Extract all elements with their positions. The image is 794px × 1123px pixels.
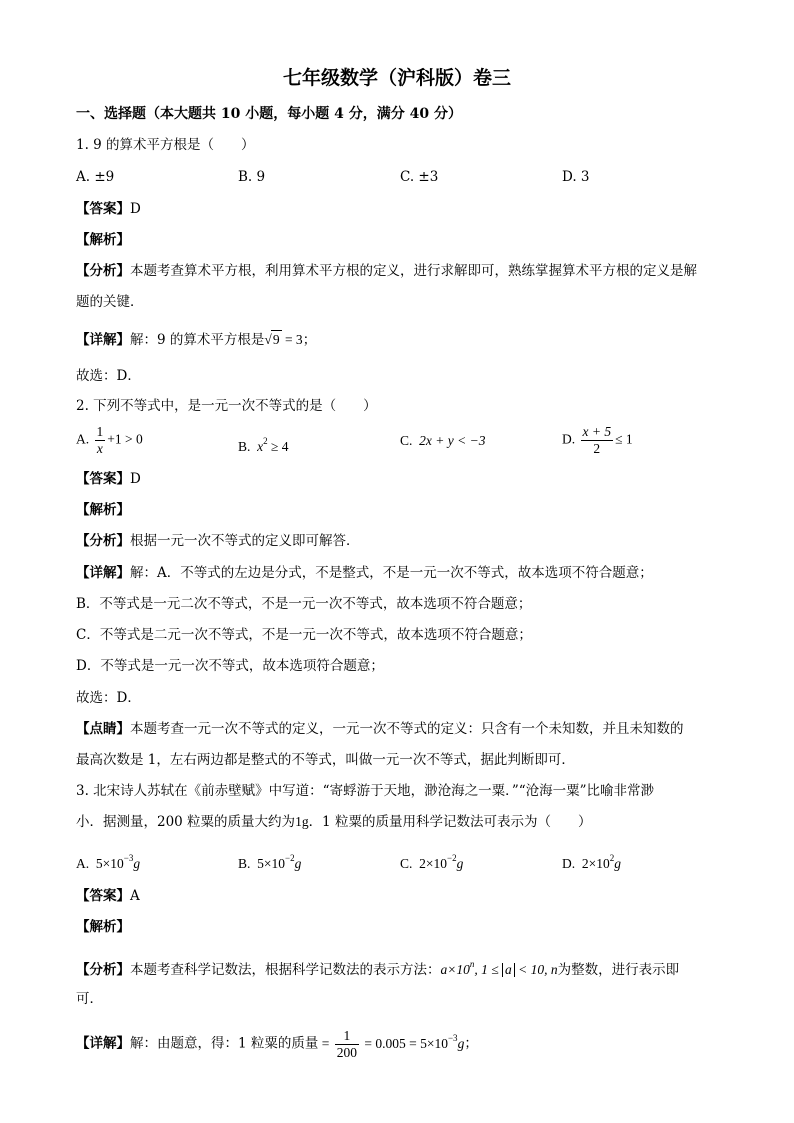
q2-option-c: C. 2x + y < −3 [400, 433, 486, 448]
q2-detail-b: B．不等式是一元二次不等式，不是一元一次不等式，故本选项不符合题意； [76, 596, 532, 612]
q1-detail: 【详解】解：9 的算术平方根是√9 = 3； [76, 332, 317, 348]
q3-fenxi-cont: 可． [76, 991, 103, 1007]
question-3-stem-cont: 小．据测量，200 粒粟的质量大约为1g．1 粒粟的质量用科学记数法可表示为（ ） [76, 814, 592, 830]
q2-choose: 故选：D． [76, 690, 141, 706]
fenxi-tag: 【分析】 [76, 263, 130, 279]
q1-choose: 故选：D． [76, 368, 141, 384]
q2-detail-a: 【详解】解：A．不等式的左边是分式，不是整式，不是一元一次不等式，故本选项不符合题意； [76, 565, 653, 581]
q2-comment-cont: 最高次数是 1，左右两边都是整式的不等式，叫做一元一次不等式，据此判断即可． [76, 752, 575, 768]
q1-answer [76, 200, 141, 218]
detail-tag: 【详解】 [76, 332, 130, 348]
sqrt-expression: √9 = 3 [264, 332, 303, 347]
q3-answer: 【答案】A [76, 888, 140, 904]
q1-fenxi-cont: 题的关键． [76, 294, 144, 310]
detail-text: 解：9 的算术平方根是 [130, 332, 265, 348]
q1-option-a: A. ±9 [76, 169, 115, 185]
question-3-stem: 3. 北宋诗人苏轼在《前赤壁赋》中写道：“寄蜉游于天地，渺沧海之一粟．”“沧海一粟”比喻非常渺 [76, 783, 655, 799]
page-title: 七年级数学（沪科版）卷三 [282, 67, 511, 89]
q1-option-d: D. 3 [562, 169, 590, 185]
q2-detail-d: D．不等式是一元一次不等式，故本选项符合题意； [76, 658, 384, 674]
question-2-stem: 2. 下列不等式中，是一元一次不等式的是（ ） [76, 398, 377, 414]
q1-option-b: B. 9 [238, 169, 266, 185]
q3-option-c: C. $2\times 10^{-2}g$ [400, 853, 464, 871]
answer-value: D [130, 201, 141, 217]
q2-option-d: D. $\frac{x + 5}{2}$ ≤ 1 [562, 424, 633, 456]
q2-answer: 【答案】D [76, 471, 141, 487]
q1-fenxi [76, 262, 697, 280]
fenxi-text: 本题考查算术平方根，利用算术平方根的定义，进行求解即可，熟练掌握算术平方根的定义是解 [130, 263, 697, 279]
q3-option-b: B. $5\times 10^{-2}g$ [238, 853, 302, 871]
q2-option-b: B. $x^2 \ge 4$ [238, 436, 289, 454]
q2-comment: 【点睛】本题考查一元一次不等式的定义，一元一次不等式的定义：只含有一个未知数，并且未知数的 [76, 721, 684, 737]
q3-fenxi: 【分析】本题考查科学记数法，根据科学记数法的表示方法：$a\times 10^n$, 1 ≤ a < 10, n为整数，进行表示即 [76, 959, 680, 978]
q3-analysis-tag: 【解析】 [76, 919, 130, 935]
q3-detail: 【详解】解：由题意，得：1 粒粟的质量 = $\frac{1}{200}$ = $0.005 = 5\times 10^{-3}g$； [76, 1028, 478, 1060]
sci-notation-expression: $a\times 10^n$, 1 ≤ a < 10, n [440, 959, 558, 977]
q1-option-c: C. ±3 [400, 169, 439, 185]
q2-detail-c: C．不等式是二元一次不等式，不是一元一次不等式，故本选项不符合题意； [76, 627, 532, 643]
q2-option-a: A. $\frac{1}{x}$ +1 > 0 [76, 424, 143, 456]
section-heading: 一、选择题（本大题共 10 小题，每小题 4 分，满分 40 分） [76, 106, 462, 122]
mass-calculation: = $\frac{1}{200}$ = $0.005 = 5\times 10^{-3}g$ [318, 1028, 465, 1060]
q3-option-a: A. $5\times 10^{-3}g$ [76, 853, 141, 871]
q1-analysis-tag: 【解析】 [76, 232, 130, 248]
answer-tag: 【答案】 [76, 201, 130, 217]
question-1-stem: 1. 9 的算术平方根是（ ） [76, 137, 255, 153]
q2-analysis-tag: 【解析】 [76, 502, 130, 518]
q2-fenxi: 【分析】根据一元一次不等式的定义即可解答． [76, 533, 360, 549]
q3-option-d: D. $2\times 10^2g$ [562, 853, 621, 871]
